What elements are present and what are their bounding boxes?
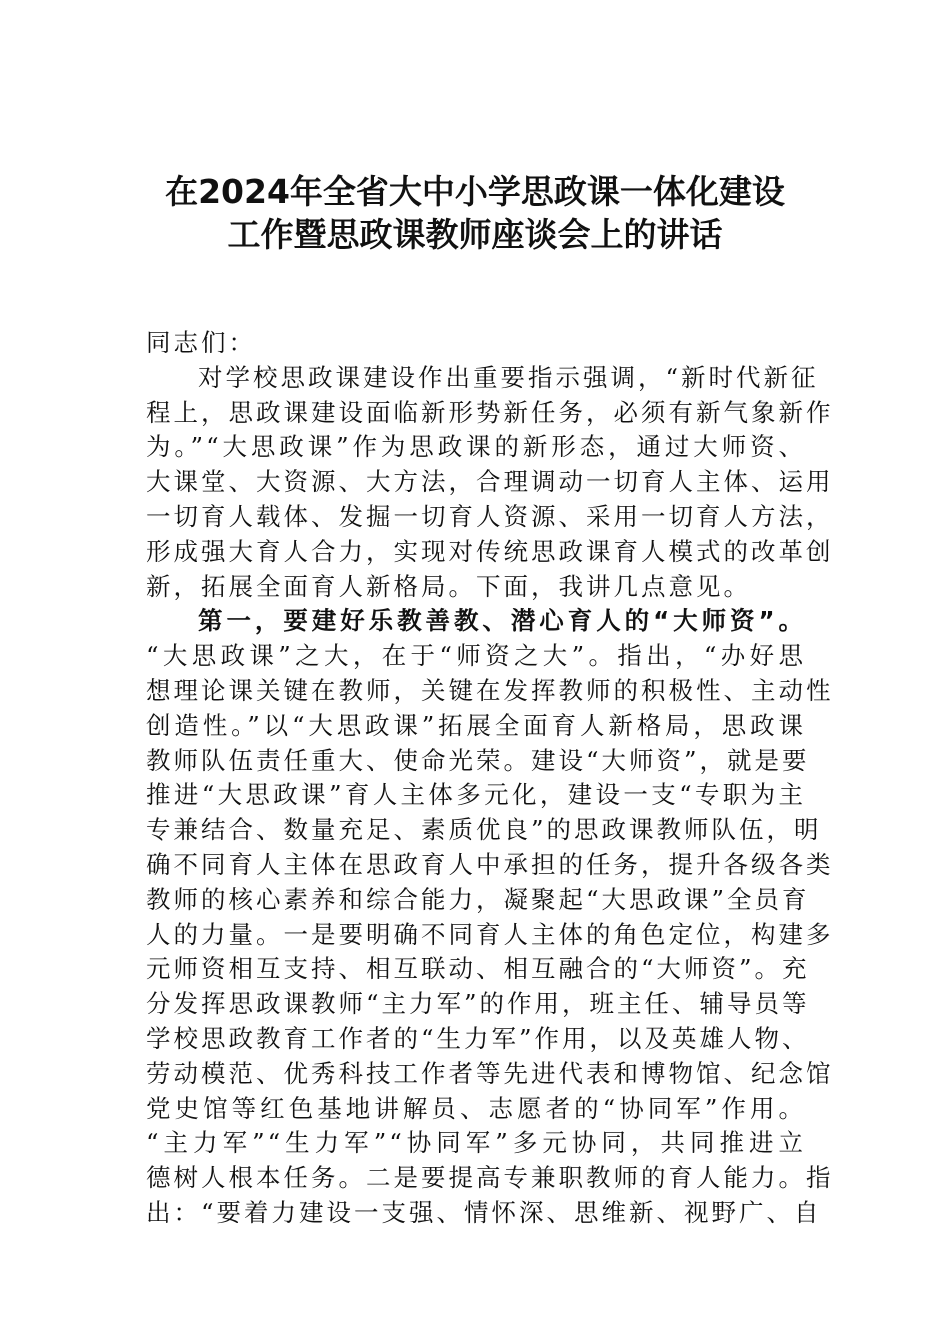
salutation: 同志们： bbox=[146, 328, 256, 357]
paragraph-line: 程上，思政课建设面临新形势新任务，必须有新气象新作 bbox=[146, 397, 834, 427]
paragraph-line: 专兼结合、数量充足、素质优良”的思政课教师队伍，明 bbox=[146, 815, 822, 845]
paragraph-line: 党史馆等红色基地讲解员、志愿者的“协同军”作用。 bbox=[146, 1093, 806, 1123]
document-body bbox=[146, 326, 834, 1231]
paragraph-line: 形成强大育人合力，实现对传统思政课育人模式的改革创 bbox=[146, 536, 834, 566]
paragraph-2 bbox=[146, 639, 834, 1231]
paragraph-line: 创造性。”以“大思政课”拓展全面育人新格局，思政课 bbox=[146, 710, 806, 740]
paragraph-1 bbox=[146, 361, 834, 605]
paragraph-line: 为。”“大思政课”作为思政课的新形态，通过大师资、 bbox=[146, 432, 806, 462]
paragraph-line: 对学校思政课建设作出重要指示强调，“新时代新征 bbox=[198, 362, 819, 392]
paragraph-line: 教师的核心素养和综合能力，凝聚起“大思政课”全员育 bbox=[146, 884, 810, 914]
paragraph-line: “大思政课”之大，在于“师资之大”。指出，“办好思 bbox=[146, 641, 806, 671]
paragraph-line: 想理论课关键在教师，关键在发挥教师的积极性、主动性 bbox=[146, 675, 834, 705]
paragraph-line: 劳动模范、优秀科技工作者等先进代表和博物馆、纪念馆 bbox=[146, 1058, 834, 1088]
document-title-line-2: 工作暨思政课教师座谈会上的讲话 bbox=[227, 215, 723, 254]
paragraph-line: 推进“大思政课”育人主体多元化，建设一支“专职为主 bbox=[146, 780, 806, 810]
paragraph-line: 新，拓展全面育人新格局。下面，我讲几点意见。 bbox=[146, 571, 751, 601]
paragraph-line: 学校思政教育工作者的“生力军”作用，以及英雄人物、 bbox=[146, 1023, 810, 1053]
section-heading-1: 第一，要建好乐教善教、潜心育人的“大师资”。 bbox=[198, 606, 806, 636]
paragraph-line: 元师资相互支持、相互联动、相互融合的“大师资”。充 bbox=[146, 954, 810, 984]
paragraph-line: 分发挥思政课教师“主力军”的作用，班主任、辅导员等 bbox=[146, 989, 810, 1019]
paragraph-line: 大课堂、大资源、大方法，合理调动一切育人主体、运用 bbox=[146, 467, 834, 497]
paragraph-line: 教师队伍责任重大、使命光荣。建设“大师资”，就是要 bbox=[146, 745, 810, 775]
paragraph-line: 德树人根本任务。二是要提高专兼职教师的育人能力。指 bbox=[146, 1163, 834, 1193]
paragraph-line: 出：“要着力建设一支强、情怀深、思维新、视野广、自 bbox=[146, 1197, 822, 1227]
paragraph-line: 确不同育人主体在思政育人中承担的任务，提升各级各类 bbox=[146, 849, 834, 879]
paragraph-line: 人的力量。一是要明确不同育人主体的角色定位，构建多 bbox=[146, 919, 834, 949]
paragraph-line: 一切育人载体、发掘一切育人资源、采用一切育人方法， bbox=[146, 501, 834, 531]
paragraph-line: “主力军”“生力军”“协同军”多元协同，共同推进立 bbox=[146, 1128, 806, 1158]
document-title-line-1: 在2024年全省大中小学思政课一体化建设 bbox=[165, 172, 785, 211]
